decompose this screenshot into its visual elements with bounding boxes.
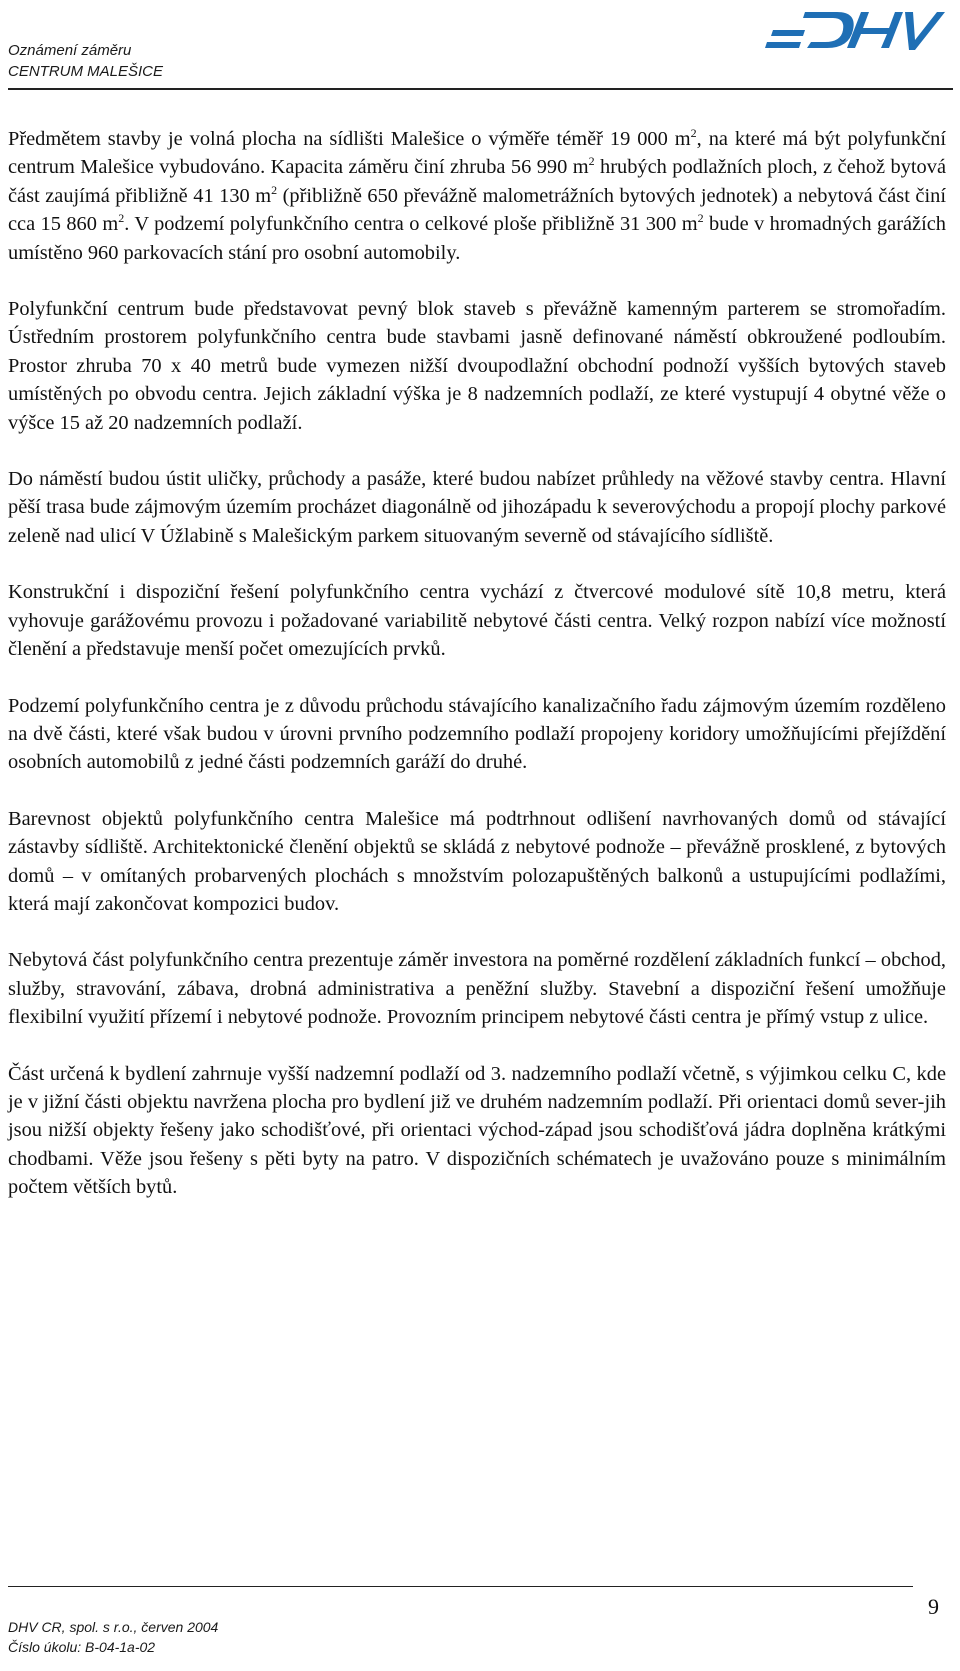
- p1-part-f: bude v hromadných garážích umístěno 960 parkovacích stání pro osobní automobily.: [8, 213, 946, 264]
- superscript: 2: [271, 183, 278, 198]
- paragraph-3: Do náměstí budou ústit uličky, průchody a pasáže, které budou nabízet průhledy na věžové stavby centra. Hlavní pěší trasa bude zájmovým územím procházet diagonálně od jihozápadu k severovýchodu a propojí plochy parkové zeleně nad ulicí V Úžlabině s Malešickým parkem situovaným severně od stávajícího sídliště.: [8, 468, 946, 547]
- page-footer: [8, 1617, 218, 1657]
- superscript: 2: [118, 211, 125, 226]
- footer-task-number: Číslo úkolu: B-04-1a-02: [8, 1639, 156, 1655]
- paragraph-7: Nebytová část polyfunkčního centra prezentuje záměr investora na poměrné rozdělení základních funkcí – obchod, služby, stravování, zábava, drobná administrativa a peněžní služby. Stavební a dispoziční řešení umožňuje flexibilní využití přízemí i nebytové podnože. Provozním principem nebytové části centra je přímý vstup z ulice.: [8, 949, 946, 1029]
- header-divider: [8, 88, 953, 90]
- footer-company-date: DHV CR, spol. s r.o., červen 2004: [8, 1619, 219, 1635]
- paragraph-5: Podzemí polyfunkčního centra je z důvodu průchodu stávajícího kanalizačního řadu zájmovým územím rozděleno na dvě části, které však budou v úrovni prvního podzemního podlaží propojeny koridory umožňujícími přejíždění osobních automobilů z jedné části podzemních garáží do druhé.: [8, 694, 946, 774]
- header-document-type: Oznámení záměru: [8, 42, 132, 59]
- superscript: 2: [588, 154, 595, 169]
- p1-part-d: (přibližně 650 převážně malometrážních bytových jednotek) a nebytová část činí cca 15 860 m: [8, 184, 946, 236]
- paragraph-2: Polyfunkční centrum bude představovat pevný blok staveb s převážně kamenným parterem se stromořadím. Ústředním prostorem polyfunkčního centra bude stavbami jasně definované náměstí obkroužené podloubím. Prostor zhruba 70 x 40 metrů bude vymezen nižší dvoupodlažní obchodní podnoží vyšších bytových staveb umístěných po obvodu centra. Jejich základní výška je 8 nadzemních podlaží, ze které vystupují 4 obytné věže o výšce 15 až 20 nadzemních podlaží.: [8, 298, 946, 434]
- body-text: [8, 125, 946, 1230]
- p1-part-b: , na které má být polyfunkční centrum Malešice vybudováno. Kapacita záměru činí zhruba 56 990 m: [8, 128, 946, 179]
- superscript: 2: [690, 126, 697, 141]
- paragraph-6: Barevnost objektů polyfunkčního centra Malešice má podtrhnout odlišení navrhovaných domů od stávající zástavby sídliště. Architektonické členění objektů se skládá z nebytové podnože – převážně prosklené, z bytových domů – v omítaných probarvených plochách s množstvím polozapuštěných balkonů a ustupujícími podlažími, která mají zakončovat kompozici budov.: [8, 807, 946, 915]
- p1-part-c: hrubých podlažních ploch, z čehož bytová část zaujímá přibližně 41 130 m: [8, 156, 947, 207]
- p1-part-a: Předmětem stavby je volná plocha na sídlišti Malešice o výměře téměř 19 000 m: [8, 128, 691, 150]
- p1-part-e: . V podzemí polyfunkčního centra o celkové ploše přibližně 31 300 m: [124, 213, 698, 236]
- page-header: [8, 40, 163, 82]
- paragraph-8: Část určená k bydlení zahrnuje vyšší nadzemní podlaží od 3. nadzemního podlaží včetně, s výjimkou celku C, kde je v jižní části objektu navržena plocha pro bydlení již ve druhém nadzemním podlaží. Při orientaci domů sever-jih jsou nižší objekty řešeny jako schodišťové, při orientaci východ-západ jsou schodišťová jádra doplněna krátkými chodbami. Věže jsou řešeny s pěti byty na patro. V dispozičních schématech je uvažováno pouze s minimálním počtem větších bytů.: [8, 1062, 946, 1199]
- footer-divider: [8, 1586, 913, 1587]
- header-project-name: CENTRUM MALEŠICE: [8, 63, 164, 80]
- dhv-logo: [765, 2, 945, 60]
- page-number: 9: [928, 1594, 939, 1619]
- paragraph-1: [8, 125, 946, 267]
- superscript: 2: [697, 211, 704, 226]
- paragraph-4: Konstrukční i dispoziční řešení polyfunkčního centra vychází z čtvercové modulové sítě 10,8 metru, která vyhovuje garážovému provozu i požadované variabilitě nebytové části centra. Velký rozpon nabízí více možností členění a představuje menší počet omezujících prvků.: [8, 581, 946, 661]
